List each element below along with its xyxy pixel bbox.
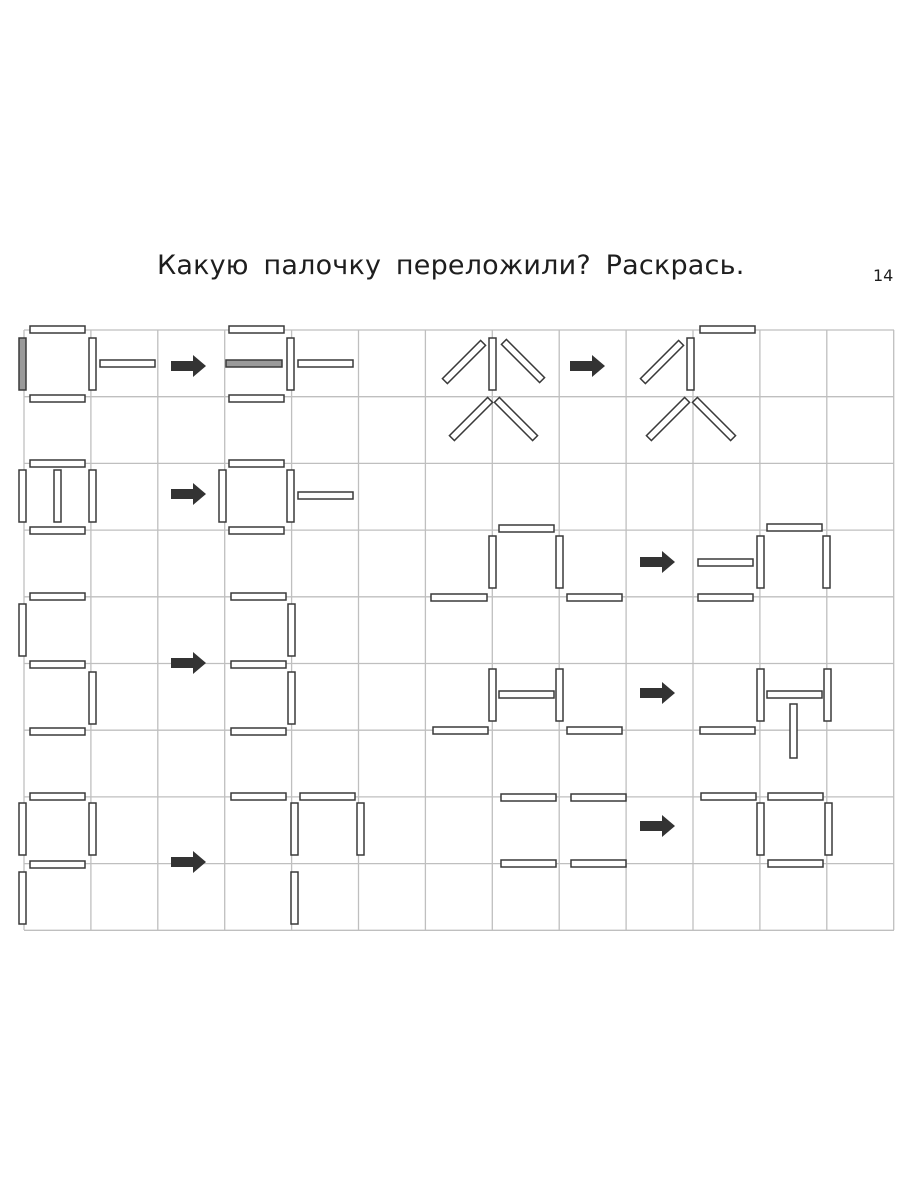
stick[interactable]: [30, 793, 85, 800]
stick[interactable]: [30, 593, 85, 600]
stick[interactable]: [287, 338, 294, 390]
stick[interactable]: [501, 339, 544, 382]
stick[interactable]: [30, 395, 85, 402]
stick[interactable]: [431, 594, 487, 601]
stick[interactable]: [231, 728, 286, 735]
stick[interactable]: [489, 338, 496, 390]
stick[interactable]: [489, 669, 496, 721]
stick[interactable]: [298, 360, 353, 367]
arrow-icon: [171, 652, 206, 674]
stick[interactable]: [30, 527, 85, 534]
puzzle-left-4: [19, 793, 364, 924]
stick[interactable]: [567, 727, 622, 734]
stick[interactable]: [219, 470, 226, 522]
stick[interactable]: [19, 872, 26, 924]
stick[interactable]: [768, 793, 823, 800]
stick[interactable]: [288, 604, 295, 656]
stick[interactable]: [790, 704, 797, 758]
page-number: 14: [873, 266, 894, 285]
stick[interactable]: [30, 460, 85, 467]
stick[interactable]: [288, 672, 295, 724]
stick[interactable]: [229, 527, 284, 534]
puzzle-left-1: [19, 326, 353, 402]
stick[interactable]: [291, 872, 298, 924]
stick[interactable]: [556, 669, 563, 721]
stick[interactable]: [494, 397, 537, 440]
arrow-icon: [171, 483, 206, 505]
arrow-icon: [640, 815, 675, 837]
stick[interactable]: [229, 326, 284, 333]
arrow-icon: [171, 851, 206, 873]
arrow-icon: [171, 355, 206, 377]
stick[interactable]: [231, 793, 286, 800]
worksheet-instruction: Какую палочку переложили? Раскрась.: [157, 250, 745, 281]
stick[interactable]: [19, 470, 26, 522]
stick[interactable]: [825, 803, 832, 855]
stick[interactable]: [501, 860, 556, 867]
stick[interactable]: [231, 593, 286, 600]
arrow-icon: [640, 551, 675, 573]
stick[interactable]: [30, 861, 85, 868]
stick[interactable]: [19, 604, 26, 656]
stick[interactable]: [89, 470, 96, 522]
stick[interactable]: [229, 395, 284, 402]
stick[interactable]: [767, 524, 822, 531]
stick[interactable]: [823, 536, 830, 588]
puzzle-left-2: [19, 460, 353, 534]
stick[interactable]: [30, 661, 85, 668]
stick[interactable]: [449, 397, 492, 440]
stick[interactable]: [700, 727, 755, 734]
stick[interactable]: [824, 669, 831, 721]
stick[interactable]: [757, 669, 764, 721]
stick[interactable]: [54, 470, 61, 522]
stick[interactable]: [489, 536, 496, 588]
stick[interactable]: [768, 860, 823, 867]
stick[interactable]: [646, 397, 689, 440]
stick[interactable]: [231, 661, 286, 668]
stick[interactable]: [499, 525, 554, 532]
puzzle-right-4: [501, 793, 832, 867]
stick-colored[interactable]: [19, 338, 26, 390]
arrow-icon: [640, 682, 675, 704]
stick-colored[interactable]: [226, 360, 282, 367]
stick[interactable]: [287, 470, 294, 522]
stick[interactable]: [501, 794, 556, 801]
stick[interactable]: [701, 793, 756, 800]
arrow-icon: [570, 355, 605, 377]
stick[interactable]: [357, 803, 364, 855]
stick[interactable]: [757, 803, 764, 855]
stick[interactable]: [19, 803, 26, 855]
stick[interactable]: [757, 536, 764, 588]
stick[interactable]: [767, 691, 822, 698]
stick[interactable]: [89, 803, 96, 855]
stick[interactable]: [640, 340, 683, 383]
stick[interactable]: [567, 594, 622, 601]
stick[interactable]: [571, 860, 626, 867]
stick[interactable]: [30, 728, 85, 735]
puzzle-right-2: [431, 524, 830, 601]
puzzle-right-1: [442, 326, 755, 441]
stick[interactable]: [229, 460, 284, 467]
stick[interactable]: [89, 672, 96, 724]
stick[interactable]: [556, 536, 563, 588]
stick[interactable]: [300, 793, 355, 800]
stick[interactable]: [698, 559, 753, 566]
stick[interactable]: [291, 803, 298, 855]
stick[interactable]: [687, 338, 694, 390]
stick[interactable]: [692, 397, 735, 440]
stick[interactable]: [700, 326, 755, 333]
stick[interactable]: [499, 691, 554, 698]
stick[interactable]: [30, 326, 85, 333]
stick[interactable]: [442, 340, 485, 383]
stick[interactable]: [100, 360, 155, 367]
stick[interactable]: [298, 492, 353, 499]
stick[interactable]: [89, 338, 96, 390]
stick[interactable]: [571, 794, 626, 801]
stick[interactable]: [433, 727, 488, 734]
stick[interactable]: [698, 594, 753, 601]
